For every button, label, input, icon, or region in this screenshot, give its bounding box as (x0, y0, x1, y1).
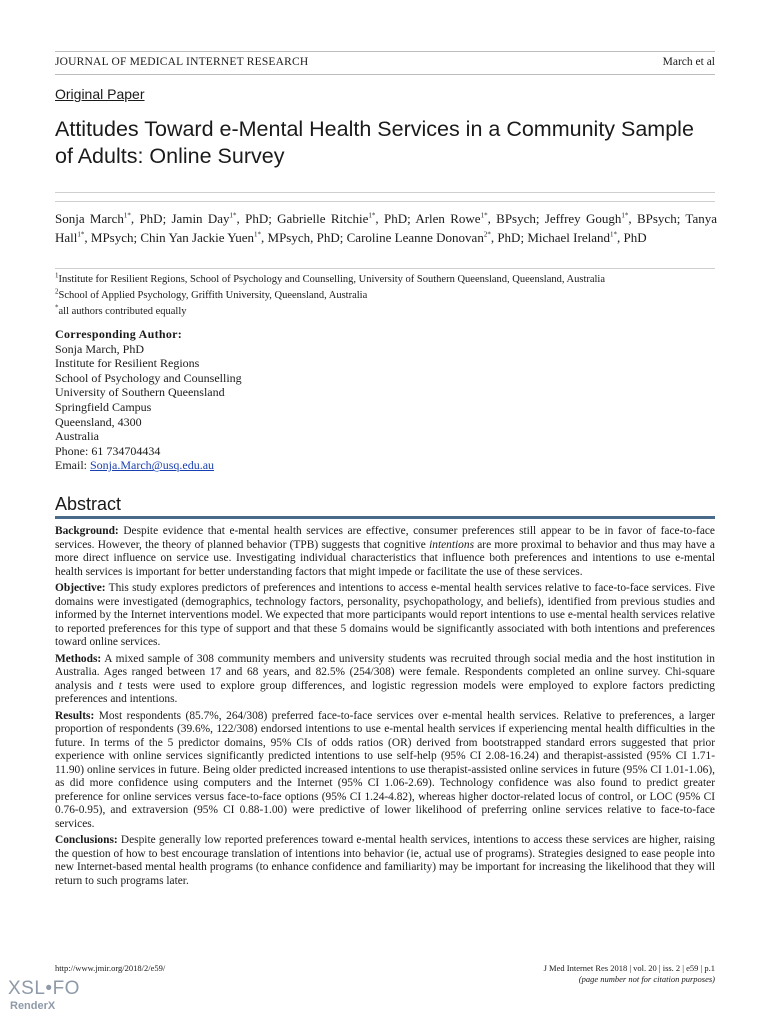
paper-title: Attitudes Toward e-Mental Health Services in a Community Sample of Adults: Online Survey (55, 117, 694, 168)
abstract-rule (55, 516, 715, 519)
section-label: Conclusions: (55, 834, 118, 846)
paper-type: Original Paper (55, 86, 145, 102)
author: Jeffrey Gough$^{1*}$, BPsych (544, 211, 677, 226)
author: Michael Ireland$^{1*}$, PhD (527, 229, 647, 245)
contribution-note: *all authors contributed equally (55, 303, 187, 317)
title-divider-2 (55, 201, 715, 202)
section-label: Results: (55, 709, 95, 722)
author: Jamin Day$^{1*}$, PhD (171, 211, 269, 226)
author: Gabrielle Ritchie$^{1*}$, PhD (277, 211, 408, 226)
running-author: March et al (662, 56, 715, 68)
author-list: Sonja March$^{1*}$, PhD; Jamin Day$^{1*}$, PhD; Gabrielle Ritchie$^{1*}$, PhD; Arlen Rowe$^{1*}$, BPsych; Jeffrey Gough$^{1*}$, BPsych; Tanya Hall$^{1*}$, MPsych; Chin Yan Jackie Yuen$^{1*}$, MPsych, PhD; Caroline Leanne Donovan$^{2*}$, PhD; Michael Ireland$^{1*}$, PhD (55, 211, 717, 245)
abstract-section: Background: Despite evidence that e-mental health services are effective, consumer preferences still appear to be in favor of face-to-face services. However, the theory of planned behavior (TPB) suggests that cognitive intentions are more proximal to behavior and thus may have a more direct influence on service use. Investigating individual characteristics that influence both preferences and intentions to use e-mental health services is important for better understanding factors that might impede or facilitate the use of these services. (55, 525, 715, 578)
corr-line: Sonja March, PhD (55, 341, 144, 356)
running-header (55, 51, 715, 75)
citation-note: (page number not for citation purposes) (578, 974, 715, 984)
corr-line: School of Psychology and Counselling (55, 370, 242, 385)
section-label: Objective: (55, 582, 106, 594)
journal-name: JOURNAL OF MEDICAL INTERNET RESEARCH (55, 56, 309, 68)
logo-line-1: XSL•FO (8, 978, 80, 999)
corr-line: Queensland, 4300 (55, 414, 142, 429)
abstract-body (55, 525, 715, 891)
author: Sonja March$^{1*}$, PhD (55, 211, 163, 226)
affiliation-2: $^2$School of Applied Psychology, Griffith University, Queensland, Australia (55, 287, 368, 301)
author: Caroline Leanne Donovan$^{2*}$, PhD (346, 229, 521, 245)
abstract-section: Objective: This study explores predictors of preferences and intentions to access e-mental health services relative to face-to-face services. Five domains were investigated (demographics, technology factors, personality, psychopathology, and beliefs), identified from previous studies and informed by the Internet interventions model. We expected that more participants would report intentions to use e-mental health services relative to reported preferences for this type of support and that these 5 domains would be significantly associated with both intentions and preferences toward online services. (55, 582, 715, 648)
xslfo-renderx-logo (8, 978, 80, 1012)
corr-line: University of Southern Queensland (55, 385, 225, 400)
section-label: Methods: (55, 652, 102, 665)
corr-line: Springfield Campus (55, 399, 152, 414)
corr-line: Australia (55, 429, 99, 444)
abstract-section: Conclusions: Despite generally low reported preferences toward e-mental health services, intentions to access these services are higher, raising the question of how to best encourage translation of intentions into behavior (ie, actual use of programs). Strategies designed to ease people into new Internet-based mental health programs (to enhance confidence and familiarity) may be important for increasing the likelihood that they will return to such programs later. (55, 834, 715, 887)
corresponding-label: Corresponding Author: (55, 327, 183, 341)
abstract-section: Results: Most respondents (85.7%, 264/308) preferred face-to-face services over e-mental health services. Relative to preferences, a larger proportion of respondents (39.6%, 122/308) endorsed intentions to use e-mental health services if experiencing mental health difficulties in the future. In terms of the 5 predictor domains, 95% CIs of odds ratios (OR) derived from bootstrapped standard errors suggested that prior experience with online services significantly predicted intentions to use self-help (95% CI 2.08-16.24) and therapist-assisted (95% CI 1.71-11.90) online services in future. Being older predicted increased intentions to use therapist-assisted online services in future (95% CI 1.01-1.06), as did more confidence using computers and the Internet (95% CI 1.06-2.69). Technology confidence was also found to predict greater preference for online services versus face-to-face options (95% CI 1.24-4.82), whereas higher doctor-related locus of control, or LOC (95% CI 0.76-0.95), and extraversion (95% CI 0.88-1.00) were predictive of lower likelihood of preferring online services relative to face-to-face services. (55, 709, 715, 830)
footer-url[interactable]: http://www.jmir.org/2018/2/e59/ (55, 963, 166, 973)
citation-line: J Med Internet Res 2018 | vol. 20 | iss. 2 | e59 | p.1 (543, 963, 715, 973)
abstract-section: Methods: A mixed sample of 308 community members and university students was recruited through social media and the host institution in Australia. Ages ranged between 17 and 68 years, and 82.5% (254/308) were female. Respondents completed an online survey. Chi-square analysis and t tests were used to explore group differences, and logistic regression models were employed to explore factors predicting preferences and intentions. (55, 652, 715, 705)
section-label: Background: (55, 525, 119, 537)
affiliation-1: $^1$Institute for Resilient Regions, School of Psychology and Counselling, University of Southern Queensland, Queensland, Australia (55, 271, 606, 285)
footer-citation (544, 963, 715, 985)
author: Tanya Hall$^{1*}$, MPsych (55, 211, 717, 245)
title-divider (55, 192, 715, 193)
author: Chin Yan Jackie Yuen$^{1*}$, MPsych, PhD (140, 229, 340, 245)
corresponding-author (55, 327, 242, 473)
author: Arlen Rowe$^{1*}$, BPsych (415, 211, 536, 226)
corr-line: Phone: 61 734704434 (55, 443, 161, 458)
abstract-heading: Abstract (55, 494, 122, 514)
corr-line: Institute for Resilient Regions (55, 356, 200, 371)
logo-line-2: RenderX (10, 1000, 56, 1012)
authors-divider (55, 268, 715, 269)
corr-email-line: Email: Sonja.March@usq.edu.au (55, 458, 215, 473)
email-link[interactable]: Sonja.March@usq.edu.au (90, 458, 215, 473)
